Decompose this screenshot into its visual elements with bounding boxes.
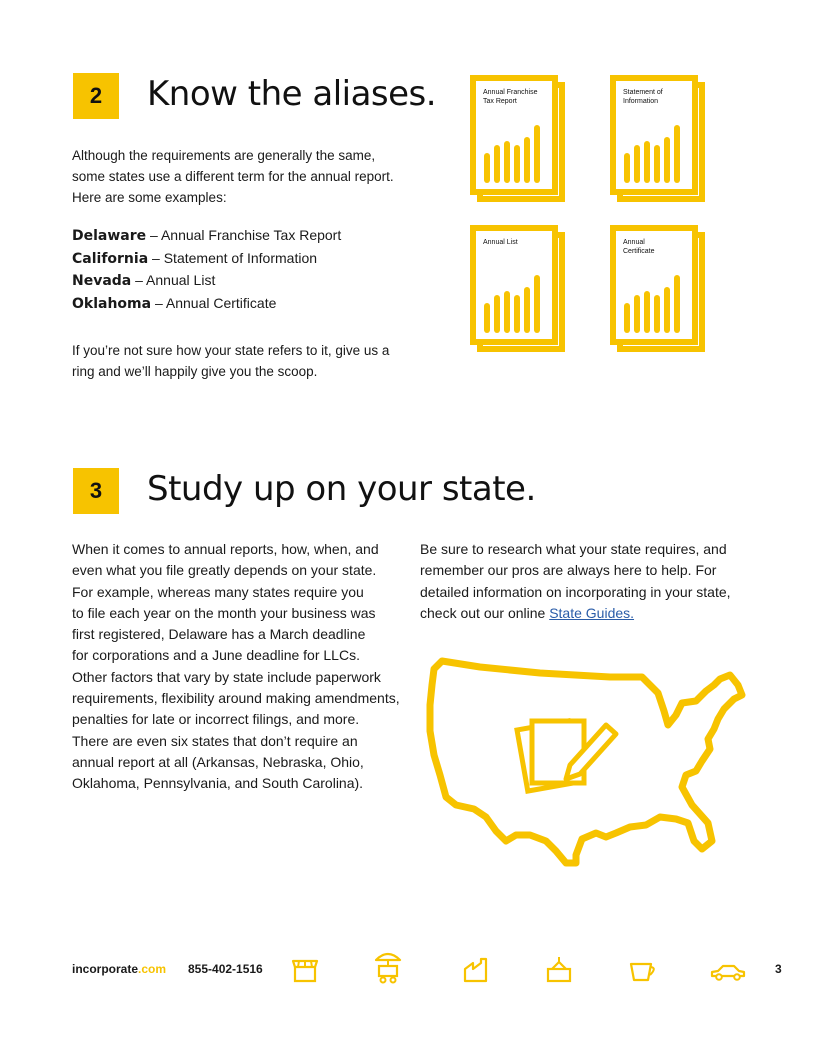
text-line: remember our pros are always here to help. For <box>420 562 717 579</box>
alias-item <box>72 293 341 316</box>
alias-term: – Annual List <box>131 272 216 288</box>
intro-paragraph <box>72 145 394 208</box>
document-label-line: Information <box>623 98 659 105</box>
alias-term: – Annual Certificate <box>151 294 277 311</box>
text-line: first registered, Delaware has a March deadline <box>72 626 366 643</box>
text-line: There are even six states that don’t require an <box>72 732 358 749</box>
document-label-line: Statement of <box>623 89 663 96</box>
cake-icon <box>545 955 573 983</box>
car-icon <box>710 963 746 983</box>
link-prefix: check out our online <box>420 604 550 621</box>
text-line: for corporations and a June deadline for LLCs. <box>72 647 360 664</box>
text-line: requirements, flexibility around making amendments, <box>72 690 400 707</box>
document-illustration <box>610 75 710 205</box>
text-line: even what you file greatly depends on your state. <box>72 562 377 579</box>
alias-list <box>72 225 341 315</box>
text-line: Oklahoma, Pennsylvania, and South Carolina). <box>72 775 364 792</box>
storefront-icon <box>290 955 320 983</box>
text-line: annual report at all (Arkansas, Nebraska, Ohio, <box>72 753 364 770</box>
food-cart-icon <box>373 950 403 984</box>
page-number: 3 <box>775 962 782 976</box>
text-line: Be sure to research what your state requires, and <box>420 541 727 557</box>
text-line: Here are some examples: <box>72 190 227 205</box>
state-paragraph-left <box>72 539 400 795</box>
text-line: When it comes to annual reports, how, when, and <box>72 541 379 557</box>
alias-term: – Statement of Information <box>148 249 318 266</box>
document-label-line: Annual Franchise <box>483 89 538 96</box>
section-number: 2 <box>89 83 103 108</box>
document-illustration <box>470 225 570 355</box>
document-label-line: Annual <box>623 239 645 246</box>
document-label-line: Certificate <box>623 248 655 255</box>
document-label <box>483 88 547 106</box>
document-label <box>623 88 687 106</box>
alias-term: – Annual Franchise Tax Report <box>146 227 342 243</box>
text-line: ring and we’ll happily give you the scoop. <box>72 364 318 379</box>
alias-state: Oklahoma <box>72 295 152 312</box>
us-map-illustration <box>420 655 750 870</box>
alias-item <box>72 270 341 293</box>
document-illustration <box>470 75 570 205</box>
section-heading: Study up on your state. <box>147 469 536 509</box>
text-line <box>420 603 731 624</box>
text-line: detailed information on incorporating in your state, <box>420 583 731 600</box>
document-label <box>623 238 687 256</box>
state-guides-link[interactable]: State Guides. <box>549 604 635 621</box>
section-number-badge <box>73 73 119 119</box>
document-label-line: Annual List <box>483 239 518 246</box>
text-line: If you’re not sure how your state refers to it, give us a <box>72 343 390 358</box>
logo-text: incorporate <box>72 962 139 976</box>
text-line: penalties for late or incorrect filings, and more. <box>72 711 360 728</box>
phone-number: 855-402-1516 <box>188 962 263 976</box>
alias-item <box>72 225 341 248</box>
text-line: to file each year on the month your business was <box>72 604 376 621</box>
text-line: some states use a different term for the annual report. <box>72 169 394 184</box>
factory-icon <box>462 955 490 983</box>
text-line: For example, whereas many states require you <box>72 583 364 600</box>
alias-item <box>72 248 341 271</box>
alias-state: Nevada <box>72 273 132 289</box>
alias-state: California <box>72 250 149 267</box>
state-paragraph-right <box>420 539 731 624</box>
text-line: Although the requirements are generally the same, <box>72 148 376 163</box>
section-number: 3 <box>89 478 103 503</box>
paper-pencil-icon <box>517 721 616 791</box>
logo-suffix: .com <box>138 962 167 976</box>
document-illustration <box>610 225 710 355</box>
alias-state: Delaware <box>72 228 147 244</box>
text-line: Other factors that vary by state include paperwork <box>72 668 381 685</box>
coffee-cup-icon <box>628 960 658 984</box>
company-logo[interactable] <box>72 962 166 976</box>
section-number-badge <box>73 468 119 514</box>
document-label-line: Tax Report <box>483 98 517 105</box>
document-label <box>483 238 547 247</box>
section-heading: Know the aliases. <box>147 74 437 114</box>
outro-paragraph <box>72 340 389 382</box>
